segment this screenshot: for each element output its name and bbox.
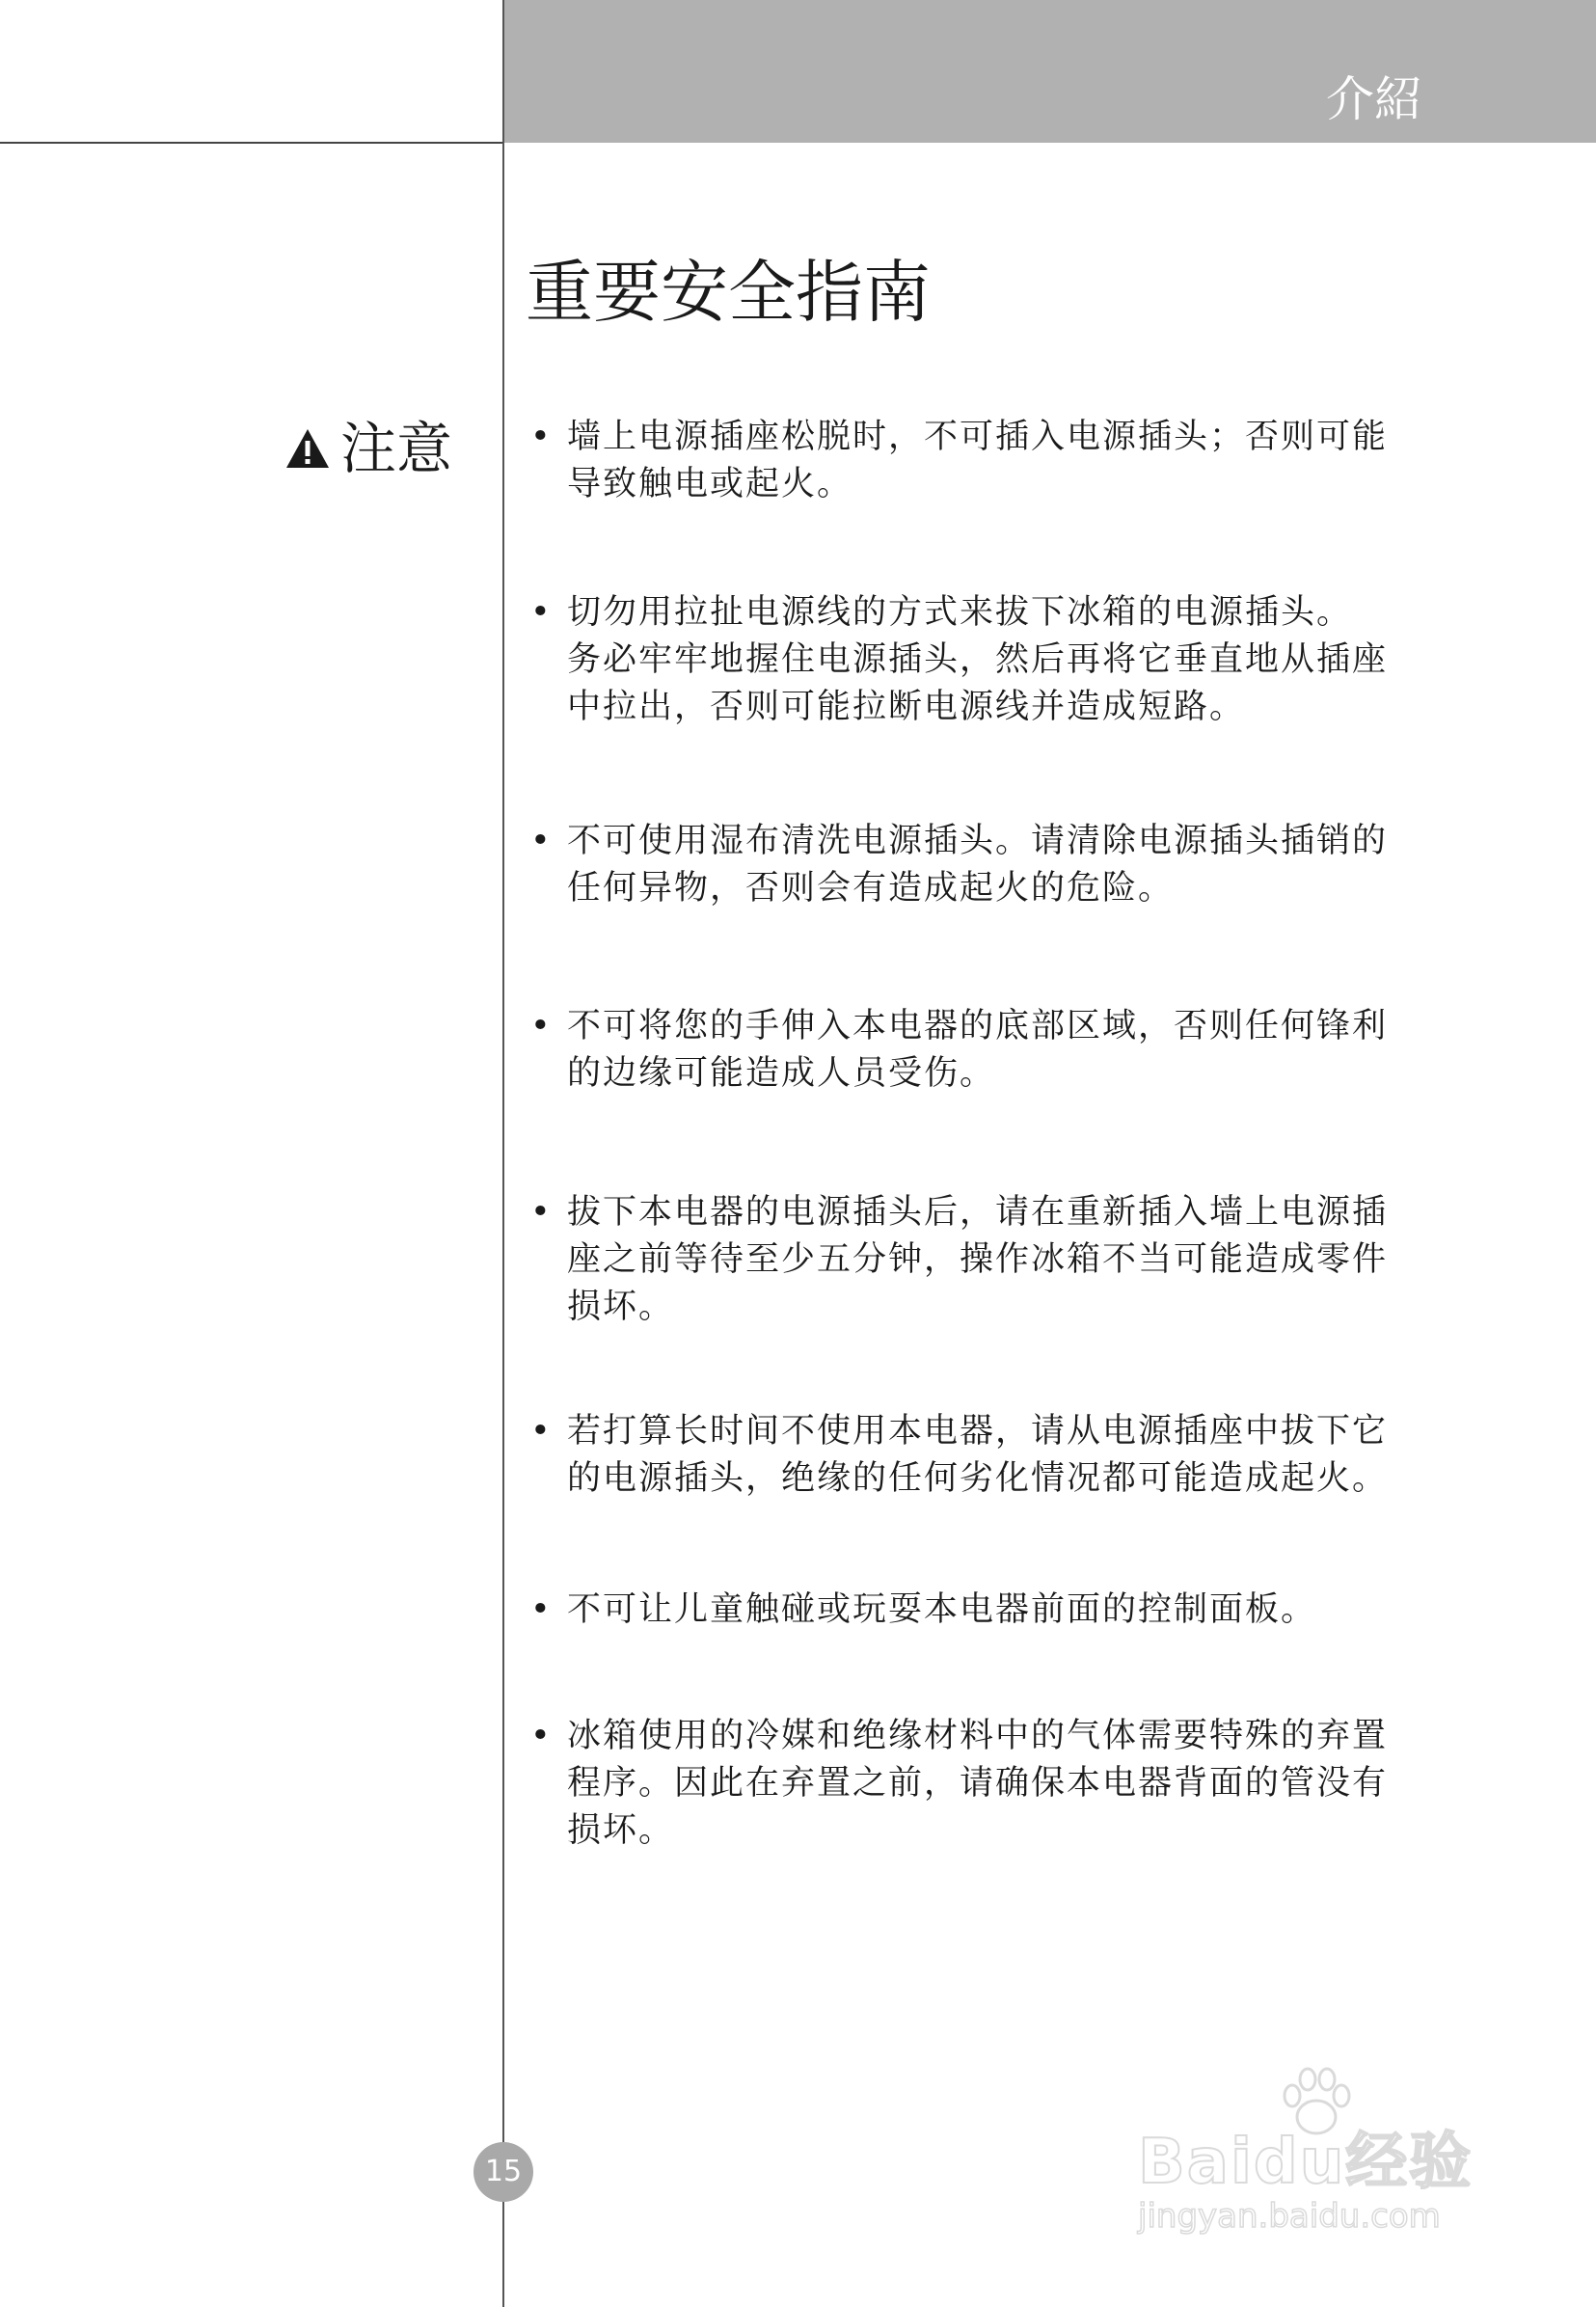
bullet-line: 座之前等待至少五分钟，操作冰箱不当可能造成零件 <box>567 1240 1389 1279</box>
bullet-item <box>526 1189 1490 1331</box>
caution-label: 注意 <box>339 416 452 481</box>
section-label: 介紹 <box>1326 71 1422 127</box>
bullet-dot: • <box>530 418 553 456</box>
bullet-line: 不可将您的手伸入本电器的底部区域，否则任何锋利 <box>567 1007 1389 1045</box>
bullet-line: 中拉出，否则可能拉断电源线并造成短路。 <box>567 688 1246 726</box>
bullet-line: 切勿用拉扯电源线的方式来拔下冰箱的电源插头。 <box>567 593 1353 632</box>
caution-heading <box>284 416 452 481</box>
bullet-item <box>526 818 1490 912</box>
bullet-line: 若打算长时间不使用本电器，请从电源插座中拔下它 <box>567 1412 1389 1451</box>
bullet-dot: • <box>530 1007 553 1045</box>
page-title: 重要安全指南 <box>526 253 931 332</box>
bullet-dot: • <box>530 1590 553 1629</box>
bullet-item <box>526 414 1490 508</box>
bullet-line: 损坏。 <box>567 1288 675 1326</box>
watermark <box>1138 2064 1504 2257</box>
watermark-logo: Baidu经验 <box>1138 2127 1474 2198</box>
column-divider <box>502 0 504 2307</box>
bullet-dot: • <box>530 1412 553 1451</box>
bullet-dot: • <box>530 1717 553 1755</box>
bullet-line: 程序。因此在弃置之前，请确保本电器背面的管没有 <box>567 1764 1389 1803</box>
bullet-line: 拔下本电器的电源插头后，请在重新插入墙上电源插 <box>567 1193 1389 1232</box>
bullet-line: 的边缘可能造成人员受伤。 <box>567 1054 996 1093</box>
bullet-item <box>526 1713 1490 1855</box>
bullet-line: 务必牢牢地握住电源插头，然后再将它垂直地从插座 <box>567 640 1389 679</box>
bullet-line: 不可使用湿布清洗电源插头。请清除电源插头插销的 <box>567 822 1389 860</box>
bullet-line: 损坏。 <box>567 1811 675 1850</box>
watermark-url: jingyan.baidu.com <box>1138 2197 1441 2236</box>
header-divider <box>0 142 504 144</box>
bullet-item <box>526 589 1490 731</box>
bullet-item <box>526 1408 1490 1503</box>
bullet-line: 墙上电源插座松脱时，不可插入电源插头；否则可能 <box>567 418 1389 456</box>
bullet-line: 任何异物，否则会有造成起火的危险。 <box>567 869 1175 908</box>
warning-triangle-icon <box>284 427 331 470</box>
page-number: 15 <box>473 2142 533 2202</box>
header-band <box>504 0 1596 143</box>
bullet-line: 的电源插头，绝缘的任何劣化情况都可能造成起火。 <box>567 1459 1389 1498</box>
bullet-dot: • <box>530 1193 553 1232</box>
bullet-line: 导致触电或起火。 <box>567 465 853 503</box>
bullet-line: 冰箱使用的冷媒和绝缘材料中的气体需要特殊的弃置 <box>567 1717 1389 1755</box>
bullet-dot: • <box>530 822 553 860</box>
bullet-item <box>526 1003 1490 1098</box>
bullet-item <box>526 1587 1490 1634</box>
bullet-line: 不可让儿童触碰或玩耍本电器前面的控制面板。 <box>567 1590 1317 1629</box>
bullet-dot: • <box>530 593 553 632</box>
